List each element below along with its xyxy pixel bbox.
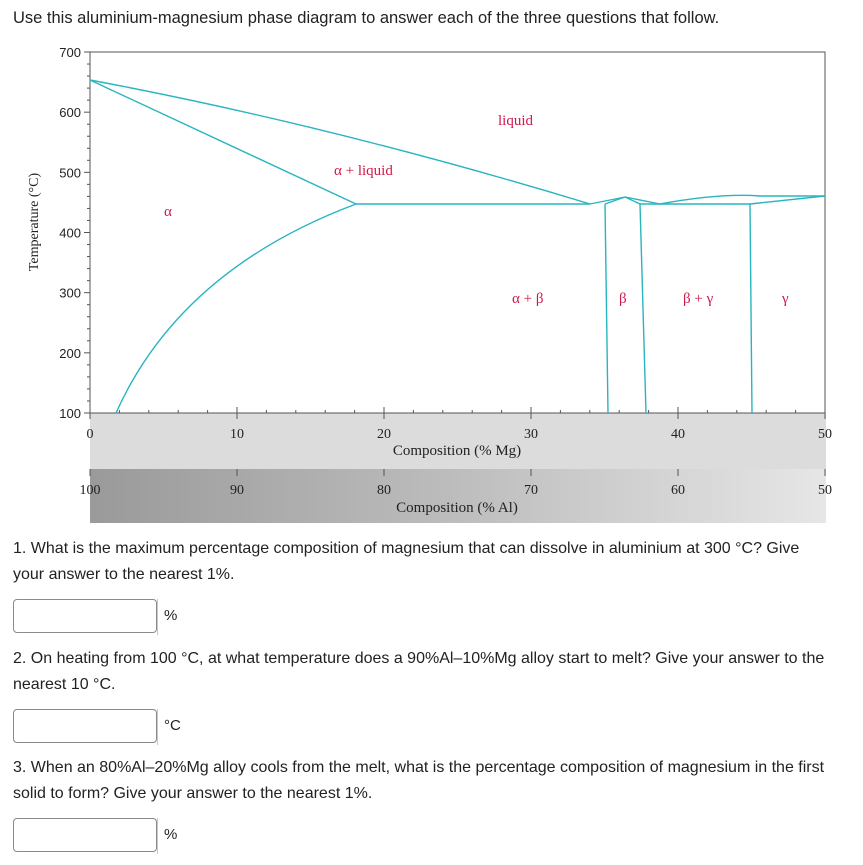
- plot-frame: [90, 52, 825, 413]
- x-al-tick-label: 90: [230, 483, 244, 498]
- x-mg-tick-label: 50: [818, 427, 832, 442]
- y-tick-label: 500: [59, 165, 81, 181]
- mg-axis-band: [90, 413, 826, 469]
- x-al-tick-label: 60: [671, 483, 685, 498]
- answer-unit-3: %: [157, 818, 182, 854]
- y-tick-label: 100: [59, 406, 81, 421]
- region-label-alpha: α: [164, 204, 172, 220]
- question-2: 2. On heating from 100 °C, at what temperature does a 90%Al–10%Mg alloy start to melt? Give your answer to the nearest 10 °C.: [13, 650, 825, 693]
- region-label-alpha-beta: α + β: [512, 291, 544, 307]
- intro-text: Use this aluminium-magnesium phase diagram to answer each of the three questions that follow.: [13, 9, 720, 27]
- y-tick-label: 700: [59, 45, 81, 60]
- x-mg-tick-label: 20: [377, 427, 391, 442]
- region-label-liquid: liquid: [498, 113, 534, 129]
- question-3: 3. When an 80%Al–20%Mg alloy cools from the melt, what is the percentage composition of magnesium in the first solid to form? Give your answer to the nearest 1%.: [13, 759, 825, 802]
- x-al-tick-label: 50: [818, 483, 832, 498]
- question-1: 1. What is the maximum percentage composition of magnesium that can dissolve in aluminium at 300 °C? Give your answer to the nearest 1%.: [13, 540, 800, 583]
- x-al-tick-label: 80: [377, 483, 391, 498]
- x-mg-tick-label: 10: [230, 427, 244, 442]
- answer-unit-1: %: [157, 599, 182, 635]
- answer-unit-2: °C: [157, 709, 182, 745]
- y-tick-label: 200: [59, 345, 81, 361]
- x-al-tick-label: 100: [79, 483, 101, 498]
- region-label-beta-gamma: β + γ: [683, 291, 714, 307]
- x-axis-label-al: Composition (% Al): [396, 500, 518, 516]
- y-axis-ticks: [59, 45, 90, 421]
- x-mg-tick-label: 0: [86, 427, 94, 442]
- x-al-tick-label: 70: [524, 483, 538, 498]
- region-label-beta: β: [619, 291, 627, 307]
- y-tick-label: 400: [59, 225, 81, 241]
- x-mg-tick-label: 30: [524, 427, 538, 442]
- answer-input-1[interactable]: [13, 599, 157, 633]
- y-axis-label: Temperature (°C): [27, 172, 42, 272]
- answer-input-2[interactable]: [13, 709, 157, 743]
- answer-input-3[interactable]: [13, 818, 157, 852]
- x-axis-label-mg: Composition (% Mg): [392, 443, 522, 459]
- region-label-alpha-liquid: α + liquid: [334, 163, 393, 179]
- y-tick-label: 300: [59, 285, 81, 301]
- y-tick-label: 600: [59, 105, 81, 121]
- x-mg-tick-label: 40: [671, 427, 685, 442]
- region-label-gamma: γ: [782, 291, 789, 307]
